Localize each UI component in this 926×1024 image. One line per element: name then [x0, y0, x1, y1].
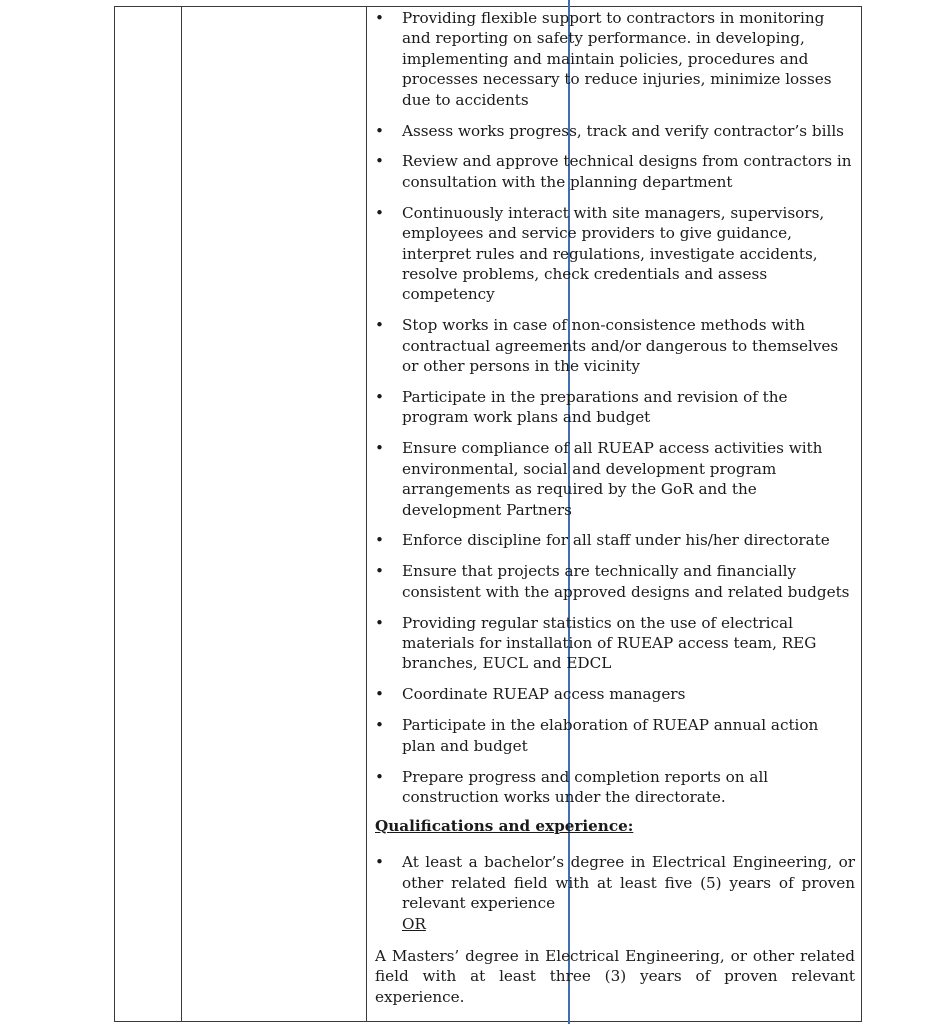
bullet-marker: •: [375, 9, 384, 27]
bullet-marker: •: [375, 685, 384, 704]
qualifications-list: [375, 852, 855, 934]
bullet-marker: •: [375, 316, 384, 335]
table-border-left: [114, 6, 115, 1022]
duty-item: [375, 8, 855, 110]
duty-item: [375, 684, 855, 704]
responsibilities-cell: [375, 8, 855, 1007]
column-divider-1: [181, 6, 182, 1022]
duty-item: [375, 203, 855, 305]
duty-item: [375, 151, 855, 192]
qualification-item: [375, 852, 855, 934]
duty-item: [375, 121, 855, 141]
bullet-marker: •: [375, 203, 384, 222]
duty-text: Enforce discipline for all staff under his/her directorate: [402, 531, 830, 550]
bullet-marker: •: [375, 613, 384, 632]
duty-text: Assess works progress, track and verify contractor’s bills: [402, 121, 844, 140]
qualification-alternative: A Masters’ degree in Electrical Engineering, or other related field with at least three (3) years of proven relevant experience.: [375, 946, 855, 1006]
or-label: OR: [402, 914, 426, 933]
duty-text: Review and approve technical designs from contractors in consultation with the planning department: [402, 152, 852, 191]
bullet-marker: •: [375, 388, 384, 406]
bullet-marker: •: [375, 531, 384, 550]
qualifications-heading: Qualifications and experience:: [375, 816, 634, 835]
duty-item: [375, 530, 855, 550]
table-border-right: [861, 6, 862, 1022]
duties-list: [375, 8, 855, 807]
duty-text: Ensure that projects are technically and financially consistent with the approved designs and related budgets: [402, 562, 850, 601]
qualification-text: At least a bachelor’s degree in Electrical Engineering, or other related field with at least five (5) years of proven relevant experience: [402, 853, 855, 913]
bullet-marker: •: [375, 439, 384, 458]
column-divider-2: [366, 6, 367, 1022]
duty-text: Participate in the elaboration of RUEAP annual action plan and budget: [402, 716, 819, 755]
table-border-bottom: [114, 1021, 862, 1022]
duty-item: [375, 315, 855, 376]
duty-item: [375, 561, 855, 602]
duty-item: [375, 613, 855, 674]
duty-text: Participate in the preparations and revision of the program work plans and budget: [402, 388, 788, 427]
bullet-marker: •: [375, 853, 384, 872]
table-border-top: [114, 6, 861, 7]
bullet-marker: •: [375, 152, 384, 171]
duty-text: Ensure compliance of all RUEAP access activities with environmental, social and development program arrangements as required by the GoR and the development Partners: [402, 439, 823, 519]
duty-item: [375, 438, 855, 520]
duty-text: Prepare progress and completion reports on all construction works under the directorate.: [402, 767, 769, 806]
duty-item: [375, 767, 855, 808]
bullet-marker: •: [375, 121, 384, 140]
duty-text: Coordinate RUEAP access managers: [402, 685, 686, 704]
duty-text: Providing flexible support to contractors in monitoring and reporting on safety performance. in developing, implementing and maintain policies, procedures and processes necessary to reduce injuries, minimize losses due to accidents: [402, 9, 832, 109]
duty-text: Stop works in case of non-consistence methods with contractual agreements and/or dangerous to themselves or other persons in the vicinity: [402, 316, 839, 376]
bullet-marker: •: [375, 767, 384, 786]
duty-text: Continuously interact with site managers, supervisors, employees and service providers to give guidance, interpret rules and regulations, investigate accidents, resolve problems, check credentials and assess competency: [402, 203, 825, 304]
duty-item: [375, 387, 855, 428]
bullet-marker: •: [375, 562, 384, 581]
bullet-marker: •: [375, 716, 384, 735]
duty-text: Providing regular statistics on the use of electrical materials for installation of RUEAP access team, REG branches, EUCL and EDCL: [402, 613, 817, 673]
duty-item: [375, 715, 855, 756]
